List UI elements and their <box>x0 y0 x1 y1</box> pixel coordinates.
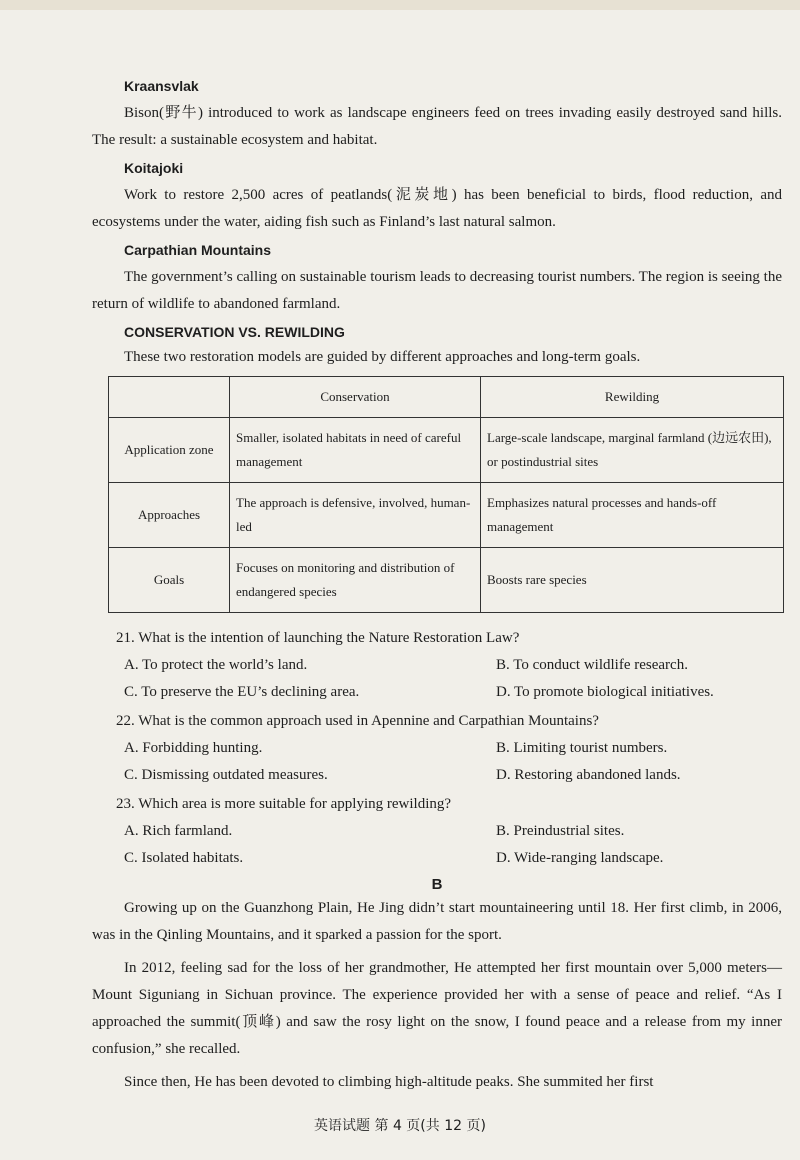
option-a: A. To protect the world’s land. <box>124 657 308 673</box>
passage-paragraph: Since then, He has been devoted to climbing high-altitude peaks. She summited her first <box>124 1074 654 1090</box>
conservation-cell: Focuses on monitoring and distribution of endangered species <box>230 548 481 613</box>
question-22 <box>92 708 782 789</box>
answer-options <box>124 818 782 872</box>
compare-intro: These two restoration models are guided by different approaches and long-term goals. <box>124 349 641 365</box>
option-d: D. To promote biological initiatives. <box>496 684 714 700</box>
rewilding-cell: Emphasizes natural processes and hands-off management <box>481 483 784 548</box>
question-stem: 21. What is the intention of launching the Nature Restoration Law? <box>116 630 520 646</box>
row-label: Goals <box>109 548 230 613</box>
option-b: B. Preindustrial sites. <box>496 823 625 839</box>
option-d: D. Wide-ranging landscape. <box>496 850 664 866</box>
column-header-rewilding: Rewilding <box>481 377 784 418</box>
table-row <box>109 418 784 483</box>
rewilding-cell: Boosts rare species <box>481 548 784 613</box>
answer-options <box>124 652 782 706</box>
option-b: B. Limiting tourist numbers. <box>496 740 668 756</box>
question-stem: 22. What is the common approach used in Apennine and Carpathian Mountains? <box>116 713 599 729</box>
table-header-row <box>109 377 784 418</box>
section-heading: Carpathian Mountains <box>124 242 272 258</box>
comparison-table <box>108 376 784 613</box>
passage-paragraph: In 2012, feeling sad for the loss of her grandmother, He attempted her first mountain over 5,000 meters—Mount Siguniang in Sichuan province. The experience provided her with a sense of peace and relief. “As I approached the summit(顶峰) and saw the rosy light on the snow, I found peace and a release from my inner confusion,” she recalled. <box>92 960 782 1057</box>
section-text: Work to restore 2,500 acres of peatlands(泥炭地) has been beneficial to birds, flood reduction, and ecosystems under the water, aiding fish such as Finland’s last natural salmon. <box>92 187 782 230</box>
column-header-conservation: Conservation <box>230 377 481 418</box>
conservation-cell: The approach is defensive, involved, human-led <box>230 483 481 548</box>
section-text: Bison(野牛) introduced to work as landscape engineers feed on trees invading easily destroyed sand hills. The result: a sustainable ecosystem and habitat. <box>92 105 782 148</box>
section-heading: Koitajoki <box>124 160 184 176</box>
option-d: D. Restoring abandoned lands. <box>496 767 681 783</box>
rewilding-cell: Large-scale landscape, marginal farmland (边远农田), or postindustrial sites <box>481 418 784 483</box>
section-heading: Kraansvlak <box>124 78 199 94</box>
page-content <box>92 78 782 1102</box>
passage-paragraph: Growing up on the Guanzhong Plain, He Jing didn’t start mountaineering until 18. Her first climb, in 2006, was in the Qinling Mountains, and it sparked a passion for the sport. <box>92 900 782 943</box>
page-footer: 英语试题 第 4 页(共 12 页) <box>314 1118 486 1134</box>
question-23 <box>92 791 782 872</box>
answer-options <box>124 735 782 789</box>
question-21 <box>92 625 782 706</box>
question-stem: 23. Which area is more suitable for applying rewilding? <box>116 796 452 812</box>
conservation-cell: Smaller, isolated habitats in need of careful management <box>230 418 481 483</box>
option-c: C. Isolated habitats. <box>124 850 244 866</box>
table-corner-cell <box>109 377 230 418</box>
row-label: Application zone <box>109 418 230 483</box>
section-b-label: B <box>431 876 443 893</box>
compare-heading: CONSERVATION VS. REWILDING <box>124 324 345 340</box>
section-koitajoki <box>92 160 782 236</box>
option-c: C. Dismissing outdated measures. <box>124 767 328 783</box>
table-row <box>109 548 784 613</box>
option-a: A. Forbidding hunting. <box>124 740 263 756</box>
section-text: The government’s calling on sustainable tourism leads to decreasing tourist numbers. The region is seeing the return of wildlife to abandoned farmland. <box>92 269 782 312</box>
option-a: A. Rich farmland. <box>124 823 233 839</box>
section-kraansvlak <box>92 78 782 154</box>
table-row <box>109 483 784 548</box>
row-label: Approaches <box>109 483 230 548</box>
section-carpathian <box>92 242 782 318</box>
page-top-edge <box>0 0 800 10</box>
option-c: C. To preserve the EU’s declining area. <box>124 684 360 700</box>
option-b: B. To conduct wildlife research. <box>496 657 688 673</box>
